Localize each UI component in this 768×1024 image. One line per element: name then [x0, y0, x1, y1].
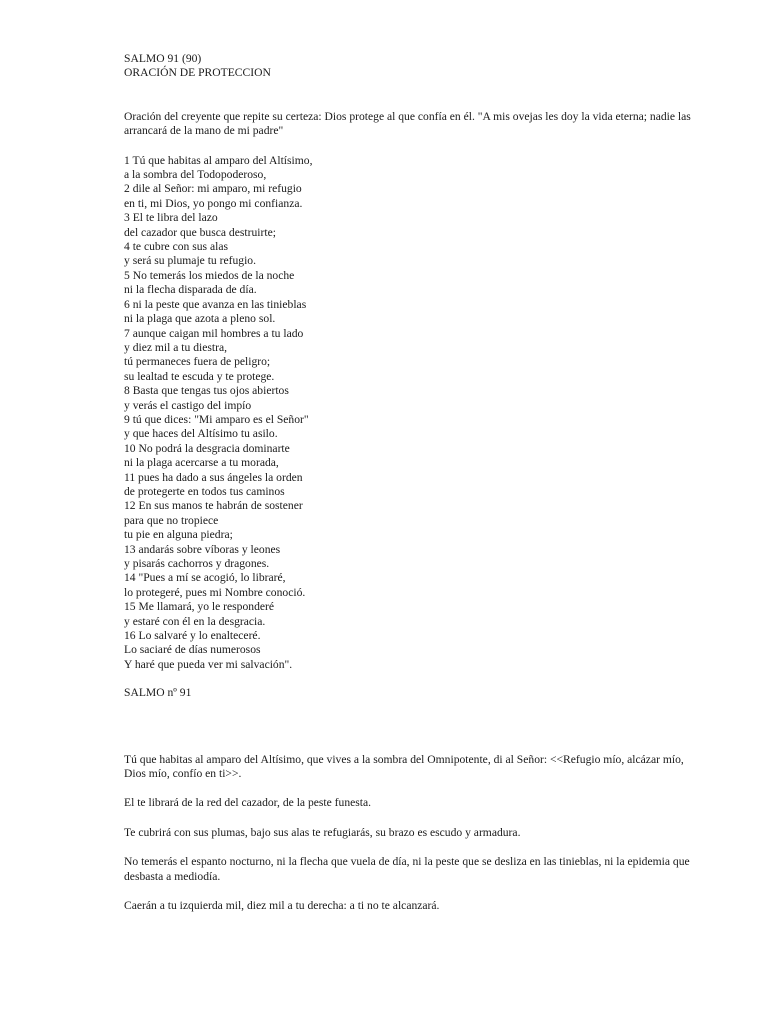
verse-list	[124, 154, 704, 673]
verse-line: 5 No temerás los miedos de la noche	[124, 268, 295, 282]
verse-line: 2 dile al Señor: mi amparo, mi refugio	[124, 182, 302, 196]
verse-line: y será su plumaje tu refugio.	[124, 254, 257, 268]
verse-line: 16 Lo salvaré y lo enalteceré.	[124, 629, 261, 643]
verse-line: y que haces del Altísimo tu asilo.	[124, 427, 278, 441]
verse-line: tú permaneces fuera de peligro;	[124, 355, 271, 369]
prose-paragraph: Tú que habitas al amparo del Altísimo, que vives a la sombra del Omnipotente, di al Señor: <<Refugio mío, alcázar mío, Dios mío, confío en ti>>.	[124, 752, 684, 781]
document-page	[124, 52, 704, 929]
verse-line: 14 "Pues a mí se acogió, lo libraré,	[124, 571, 286, 585]
verse-line: lo protegeré, pues mi Nombre conoció.	[124, 585, 306, 599]
verse-line: 7 aunque caigan mil hombres a tu lado	[124, 326, 304, 340]
verse-line: 6 ni la peste que avanza en las tinieblas	[124, 297, 307, 311]
verse-line: y verás el castigo del impío	[124, 398, 252, 412]
prose-paragraph: Te cubrirá con sus plumas, bajo sus alas te refugiarás, su brazo es escudo y armadura.	[124, 825, 521, 839]
verse-line: 9 tú que dices: "Mi amparo es el Señor"	[124, 412, 309, 426]
verse-line: su lealtad te escuda y te protege.	[124, 369, 275, 383]
verse-line: ni la plaga acercarse a tu morada,	[124, 456, 279, 470]
prose-section	[124, 753, 704, 914]
verse-line: de protegerte en todos tus caminos	[124, 484, 285, 498]
verse-line: y estaré con él en la desgracia.	[124, 614, 266, 628]
verse-line: a la sombra del Todopoderoso,	[124, 168, 267, 182]
verse-line: Y haré que pueda ver mi salvación".	[124, 657, 293, 671]
page-subtitle: ORACIÓN DE PROTECCION	[124, 66, 271, 80]
prose-paragraph: El te librará de la red del cazador, de la peste funesta.	[124, 796, 372, 810]
prose-paragraph: Caerán a tu izquierda mil, diez mil a tu derecha: a ti no te alcanzará.	[124, 899, 440, 913]
verse-line: 13 andarás sobre víboras y leones	[124, 542, 281, 556]
prose-paragraph: No temerás el espanto nocturno, ni la flecha que vuela de día, ni la peste que se desliza en las tinieblas, ni la epidemia que desbasta a mediodía.	[124, 855, 690, 883]
verse-line: y diez mil a tu diestra,	[124, 340, 228, 354]
intro-paragraph: Oración del creyente que repite su certeza: Dios protege al que confía en él. "A mis ovejas les doy la vida eterna; nadie las arrancará de la mano de mi padre"	[124, 109, 691, 138]
verse-line: del cazador que busca destruirte;	[124, 225, 276, 239]
spacer	[124, 672, 704, 686]
verse-line: 8 Basta que tengas tus ojos abiertos	[124, 384, 289, 398]
verse-line: 11 pues ha dado a sus ángeles la orden	[124, 470, 303, 484]
verse-line: 4 te cubre con sus alas	[124, 240, 228, 254]
spacer	[124, 701, 704, 753]
verse-line: para que no tropiece	[124, 513, 219, 527]
verse-line: 10 No podrá la desgracia dominarte	[124, 441, 290, 455]
verse-line: 1 Tú que habitas al amparo del Altísimo,	[124, 153, 313, 167]
verse-line: Lo saciaré de días numerosos	[124, 643, 261, 657]
verse-line: y pisarás cachorros y dragones.	[124, 557, 270, 570]
verse-line: tu pie en alguna piedra;	[124, 528, 233, 542]
verse-line: 15 Me llamará, yo le responderé	[124, 600, 275, 614]
page-title: SALMO 91 (90)	[124, 52, 202, 65]
spacer	[124, 81, 704, 110]
verse-line: 3 El te libra del lazo	[124, 211, 218, 225]
section-label: SALMO nº 91	[124, 686, 192, 700]
verse-line: ni la plaga que azota a pleno sol.	[124, 312, 276, 326]
verse-line: en ti, mi Dios, yo pongo mi confianza.	[124, 196, 303, 210]
verse-line: ni la flecha disparada de día.	[124, 283, 257, 297]
verse-line: 12 En sus manos te habrán de sostener	[124, 499, 303, 513]
